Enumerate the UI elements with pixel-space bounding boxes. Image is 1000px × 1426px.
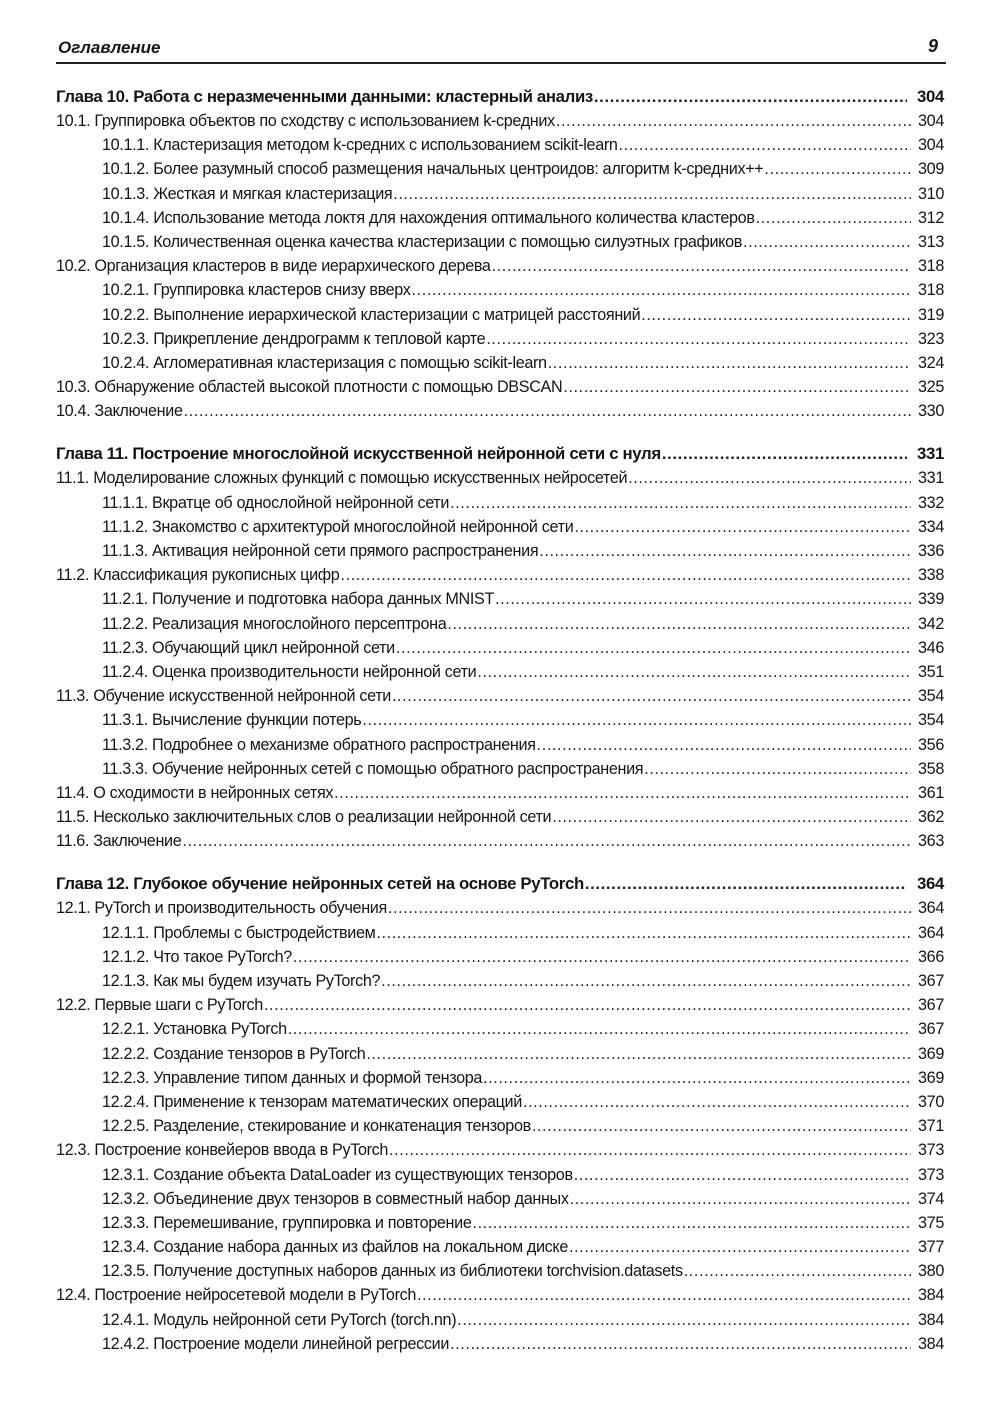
dot-leader: [563, 375, 911, 399]
toc-entry-title: 12.1.1. Проблемы с быстродействием: [102, 923, 376, 942]
toc-entry-page: 380: [918, 1262, 944, 1281]
section-entry: [56, 563, 944, 587]
toc-entry-page: 384: [918, 1334, 944, 1353]
chapter-heading: [56, 441, 944, 466]
toc-entry-page: 312: [918, 208, 944, 227]
page-header: [56, 34, 946, 64]
toc-entry-title: 11.2.3. Обучающий цикл нейронной сети: [102, 638, 395, 657]
section-entry: [56, 805, 944, 829]
dot-leader: [184, 399, 911, 423]
dot-leader: [495, 587, 911, 611]
toc-entry-title: 12.2.1. Установка PyTorch: [102, 1020, 287, 1039]
chapter-block: [56, 441, 944, 853]
page-number: 9: [927, 36, 938, 56]
toc-entry-title: 11.1.1. Вкратце об однослойной нейронной сети: [102, 493, 450, 512]
toc-entry-page: 369: [918, 1044, 944, 1063]
toc-entry-title: 12.1. PyTorch и производительность обучения: [56, 899, 387, 918]
toc-entry-title: 11.6. Заключение: [56, 832, 182, 851]
toc-entry-page: 361: [918, 783, 944, 802]
toc-entry-title: 12.3.4. Создание набора данных из файлов на локальном диске: [102, 1238, 568, 1257]
section-entry: [56, 781, 944, 805]
dot-leader: [743, 230, 911, 254]
subsection-entry: [56, 636, 944, 660]
subsection-entry: [56, 515, 944, 539]
dot-leader: [392, 684, 911, 708]
subsection-entry: [56, 1066, 944, 1090]
dot-leader: [570, 1187, 911, 1211]
toc-entry-title: 11.5. Несколько заключительных слов о реализации нейронной сети: [56, 808, 552, 827]
toc-entry-page: 384: [918, 1286, 944, 1305]
section-entry: [56, 466, 944, 490]
toc-entry-title: Глава 12. Глубокое обучение нейронных сетей на основе PyTorch: [56, 874, 584, 894]
dot-leader: [574, 515, 911, 539]
toc-entry-title: 12.3. Построение конвейеров ввода в PyTorch: [56, 1141, 389, 1160]
dot-leader: [684, 1259, 911, 1283]
toc-entry-title: 10.2.1. Группировка кластеров снизу вверх: [102, 281, 411, 300]
subsection-entry: [56, 660, 944, 684]
toc-entry-title: 12.2.2. Создание тензоров в PyTorch: [102, 1044, 366, 1063]
toc-entry-title: 11.3.1. Вычисление функции потерь: [102, 711, 362, 730]
dot-leader: [393, 182, 911, 206]
subsection-entry: [56, 278, 944, 302]
subsection-entry: [56, 945, 944, 969]
toc-entry-page: 367: [918, 972, 944, 990]
toc-entry-title: 12.4. Построение нейросетевой модели в PyTorch: [56, 1286, 417, 1305]
dot-leader: [388, 896, 911, 920]
toc-entry-title: 12.1.2. Что такое PyTorch?: [102, 947, 292, 966]
dot-leader: [523, 1090, 911, 1114]
dot-leader: [362, 708, 911, 732]
dot-leader: [447, 612, 911, 636]
section-entry: [56, 375, 944, 399]
section-entry: [56, 684, 944, 708]
dot-leader: [556, 109, 911, 133]
dot-leader: [764, 157, 911, 181]
subsection-entry: [56, 230, 944, 254]
toc-entry-page: 330: [918, 402, 944, 421]
subsection-entry: [56, 206, 944, 230]
toc-entry-title: Глава 11. Построение многослойной искусственной нейронной сети с нуля: [56, 444, 661, 464]
dot-leader: [457, 1308, 911, 1332]
dot-leader: [594, 84, 907, 109]
dot-leader: [486, 327, 911, 351]
toc-entry-page: 364: [918, 923, 944, 942]
dot-leader: [366, 1042, 911, 1066]
dot-leader: [381, 969, 911, 993]
toc-entry-title: 11.1. Моделирование сложных функций с помощью искусственных нейросетей: [56, 469, 628, 488]
subsection-entry: [56, 1308, 944, 1332]
subsection-entry: [56, 1042, 944, 1066]
chapter-heading: [56, 871, 944, 896]
toc-entry-title: 11.3.2. Подробнее о механизме обратного распространения: [102, 735, 536, 754]
toc-entry-title: 12.4.1. Модуль нейронной сети PyTorch (torch.nn): [102, 1310, 457, 1329]
subsection-entry: [56, 1017, 944, 1041]
toc-entry-page: 351: [918, 662, 944, 681]
section-entry: [56, 109, 944, 133]
toc-entry-page: 339: [918, 590, 944, 609]
subsection-entry: [56, 969, 944, 993]
toc-entry-page: 358: [918, 759, 944, 778]
subsection-entry: [56, 1259, 944, 1283]
toc-entry-page: 324: [918, 353, 944, 372]
subsection-entry: [56, 612, 944, 636]
toc-entry-title: 11.1.2. Знакомство с архитектурой многослойной нейронной сети: [102, 517, 574, 536]
dot-leader: [450, 491, 911, 515]
dot-leader: [641, 303, 911, 327]
section-entry: [56, 896, 944, 920]
toc-entry-page: 367: [918, 1020, 944, 1039]
dot-leader: [548, 351, 911, 375]
toc-entry-title: 12.2.3. Управление типом данных и формой тензора: [102, 1068, 483, 1087]
subsection-entry: [56, 351, 944, 375]
toc-entry-title: 12.2. Первые шаги с PyTorch: [56, 996, 263, 1015]
table-of-contents: [56, 84, 944, 1374]
dot-leader: [389, 1138, 911, 1162]
toc-entry-page: 331: [917, 444, 944, 464]
subsection-entry: [56, 1114, 944, 1138]
toc-entry-page: 323: [918, 329, 944, 348]
toc-entry-page: 332: [918, 493, 944, 512]
dot-leader: [574, 1163, 911, 1187]
toc-entry-page: 384: [918, 1310, 944, 1329]
section-entry: [56, 993, 944, 1017]
toc-entry-title: 10.2.4. Агломеративная кластеризация с помощью scikit-learn: [102, 353, 547, 372]
toc-entry-page: 319: [918, 305, 944, 324]
subsection-entry: [56, 182, 944, 206]
subsection-entry: [56, 303, 944, 327]
dot-leader: [293, 945, 911, 969]
dot-leader: [376, 921, 911, 945]
toc-entry-title: 12.3.2. Объединение двух тензоров в совместный набор данных: [102, 1189, 569, 1208]
section-entry: [56, 1138, 944, 1162]
toc-entry-page: 342: [918, 614, 944, 633]
toc-entry-page: 354: [918, 711, 944, 730]
dot-leader: [483, 1066, 911, 1090]
dot-leader: [532, 1114, 911, 1138]
toc-entry-title: 10.1.1. Кластеризация методом k-средних с использованием scikit-learn: [102, 136, 618, 155]
dot-leader: [585, 871, 907, 896]
toc-entry-page: 304: [918, 112, 944, 130]
subsection-entry: [56, 1090, 944, 1114]
subsection-entry: [56, 1187, 944, 1211]
dot-leader: [644, 757, 911, 781]
dot-leader: [182, 829, 911, 853]
dot-leader: [412, 278, 911, 302]
toc-entry-title: 10.1. Группировка объектов по сходству с использованием k-средних: [56, 112, 555, 130]
toc-entry-page: 373: [918, 1165, 944, 1184]
toc-entry-page: 370: [918, 1092, 944, 1111]
toc-entry-title: 10.1.2. Более разумный способ размещения начальных центроидов: алгоритм k-средних++: [102, 160, 764, 179]
toc-entry-page: 309: [918, 160, 944, 179]
toc-entry-title: 12.4.2. Построение модели линейной регрессии: [102, 1334, 450, 1353]
subsection-entry: [56, 708, 944, 732]
dot-leader: [492, 254, 911, 278]
section-entry: [56, 399, 944, 423]
subsection-entry: [56, 1332, 944, 1356]
toc-entry-title: 12.3.1. Создание объекта DataLoader из существующих тензоров: [102, 1165, 573, 1184]
toc-entry-title: 12.1.3. Как мы будем изучать PyTorch?: [102, 972, 381, 990]
toc-entry-title: 10.2.3. Прикрепление дендрограмм к тепловой карте: [102, 329, 486, 348]
subsection-entry: [56, 157, 944, 181]
running-title: Оглавление: [58, 38, 161, 57]
subsection-entry: [56, 539, 944, 563]
dot-leader: [619, 133, 911, 157]
subsection-entry: [56, 1211, 944, 1235]
toc-entry-page: 338: [918, 566, 944, 585]
toc-entry-title: 10.1.5. Количественная оценка качества кластеризации с помощью силуэтных графиков: [102, 232, 743, 251]
subsection-entry: [56, 921, 944, 945]
toc-entry-title: 11.2. Классификация рукописных цифр: [56, 566, 340, 585]
dot-leader: [552, 805, 911, 829]
toc-entry-page: 318: [918, 257, 944, 276]
toc-entry-title: 11.2.4. Оценка производительности нейронной сети: [102, 662, 477, 681]
dot-leader: [396, 636, 911, 660]
subsection-entry: [56, 327, 944, 351]
toc-entry-title: 11.2.2. Реализация многослойного персептрона: [102, 614, 447, 633]
subsection-entry: [56, 1235, 944, 1259]
dot-leader: [472, 1211, 911, 1235]
toc-entry-page: 325: [918, 378, 944, 397]
toc-entry-page: 363: [918, 832, 944, 851]
toc-entry-page: 366: [918, 947, 944, 966]
subsection-entry: [56, 587, 944, 611]
toc-entry-title: Глава 10. Работа с неразмеченными данными: кластерный анализ: [56, 87, 593, 106]
chapter-block: [56, 84, 944, 423]
toc-entry-page: 375: [918, 1213, 944, 1232]
toc-entry-page: 334: [918, 517, 944, 536]
toc-entry-page: 313: [918, 232, 944, 251]
dot-leader: [569, 1235, 911, 1259]
toc-entry-title: 10.2.2. Выполнение иерархической кластеризации с матрицей расстояний: [102, 305, 641, 324]
toc-entry-title: 10.1.3. Жесткая и мягкая кластеризация: [102, 184, 393, 203]
toc-entry-page: 369: [918, 1068, 944, 1087]
toc-entry-page: 377: [918, 1238, 944, 1257]
toc-entry-title: 10.3. Обнаружение областей высокой плотности с помощью DBSCAN: [56, 378, 563, 397]
section-entry: [56, 1283, 944, 1307]
subsection-entry: [56, 757, 944, 781]
toc-entry-page: 331: [918, 469, 944, 488]
toc-entry-page: 364: [918, 899, 944, 918]
section-entry: [56, 829, 944, 853]
toc-entry-page: 356: [918, 735, 944, 754]
toc-entry-title: 11.2.1. Получение и подготовка набора данных MNIST: [102, 590, 495, 609]
dot-leader: [340, 563, 911, 587]
subsection-entry: [56, 133, 944, 157]
toc-entry-page: 304: [918, 136, 944, 155]
toc-entry-title: 10.1.4. Использование метода локтя для нахождения оптимального количества кластеров: [102, 208, 755, 227]
dot-leader: [756, 206, 911, 230]
toc-entry-title: 11.3. Обучение искусственной нейронной сети: [56, 687, 391, 706]
section-entry: [56, 254, 944, 278]
dot-leader: [539, 539, 911, 563]
toc-entry-page: 318: [918, 281, 944, 300]
toc-entry-page: 371: [918, 1117, 944, 1136]
toc-entry-title: 11.3.3. Обучение нейронных сетей с помощью обратного распространения: [102, 759, 644, 778]
chapter-block: [56, 871, 944, 1356]
toc-entry-title: 12.3.3. Перемешивание, группировка и повторение: [102, 1213, 472, 1232]
toc-entry-page: 374: [918, 1189, 944, 1208]
toc-entry-page: 304: [917, 87, 944, 106]
subsection-entry: [56, 491, 944, 515]
toc-entry-title: 10.2. Организация кластеров в виде иерархического дерева: [56, 257, 491, 276]
dot-leader: [537, 733, 911, 757]
toc-entry-title: 11.4. О сходимости в нейронных сетях: [56, 783, 334, 802]
dot-leader: [334, 781, 911, 805]
toc-entry-title: 10.4. Заключение: [56, 402, 183, 421]
toc-entry-page: 310: [918, 184, 944, 203]
toc-entry-title: 12.2.4. Применение к тензорам математических операций: [102, 1092, 522, 1111]
toc-entry-page: 346: [918, 638, 944, 657]
dot-leader: [288, 1017, 911, 1041]
toc-entry-page: 336: [918, 542, 944, 560]
dot-leader: [477, 660, 911, 684]
toc-entry-page: 362: [918, 808, 944, 827]
dot-leader: [450, 1332, 911, 1356]
toc-entry-page: 354: [918, 687, 944, 706]
chapter-heading: [56, 84, 944, 109]
dot-leader: [628, 466, 911, 490]
toc-entry-title: 12.2.5. Разделение, стекирование и конкатенация тензоров: [102, 1117, 531, 1136]
toc-entry-title: 11.1.3. Активация нейронной сети прямого распространения: [102, 542, 539, 560]
subsection-entry: [56, 733, 944, 757]
dot-leader: [264, 993, 911, 1017]
dot-leader: [662, 441, 907, 466]
toc-entry-title: 12.3.5. Получение доступных наборов данных из библиотеки torchvision.datasets: [102, 1262, 683, 1281]
subsection-entry: [56, 1163, 944, 1187]
toc-entry-page: 373: [918, 1141, 944, 1160]
dot-leader: [417, 1283, 911, 1307]
toc-entry-page: 367: [918, 996, 944, 1015]
toc-entry-page: 364: [917, 874, 944, 894]
